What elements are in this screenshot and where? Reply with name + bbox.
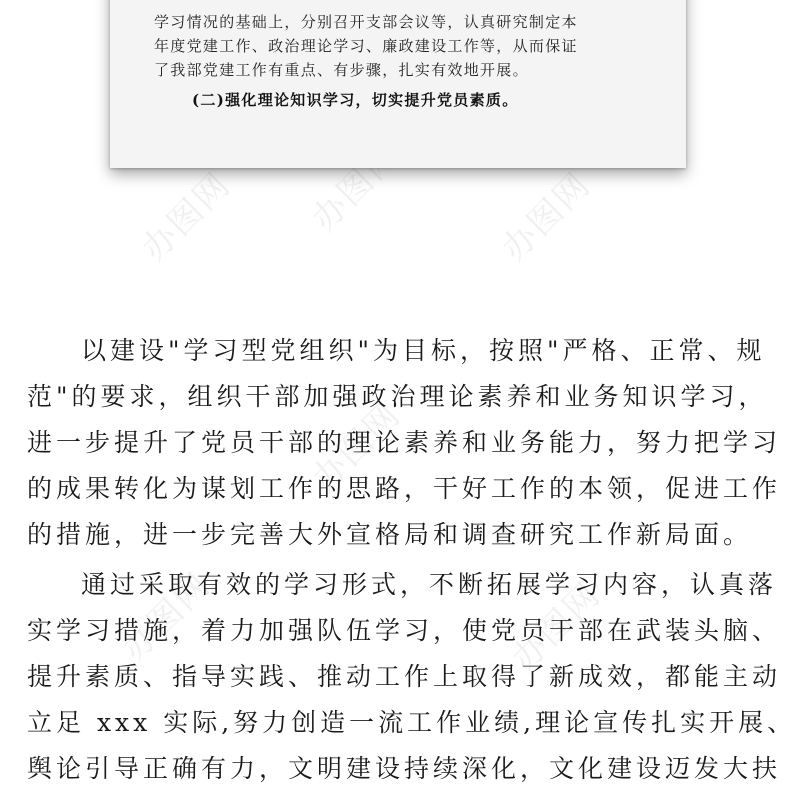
watermark: 办图网	[494, 164, 599, 270]
watermark: 办图网	[304, 394, 409, 500]
paragraph-2	[27, 562, 797, 792]
watermark: 办图网	[134, 164, 239, 270]
watermark: 办图网	[504, 574, 609, 680]
text-line: 舆论引导正确有力，文明建设持续深化，文化建设迈发大扶	[27, 754, 782, 783]
preview-text-line: 学习情况的基础上，分别召开支部会议等，认真研究制定本	[154, 13, 578, 31]
preview-section-heading: (二)强化理论知识学习，切实提升党员素质。	[192, 91, 519, 109]
watermark: 办图网	[304, 134, 409, 240]
text-line: 进一步提升了党员干部的理论素养和业务能力，努力把学习	[27, 428, 782, 457]
paragraph-1	[27, 328, 782, 558]
preview-text-line: 年度党建工作、政治理论学习、廉政建设工作等，从而保证	[154, 37, 578, 55]
text-line: 以建设"学习型党组织"为目标，按照"严格、正常、规	[81, 336, 766, 365]
document-body	[27, 328, 797, 792]
preview-text-line: 了我部党建工作有重点、有步骤，扎实有效地开展。	[154, 61, 529, 79]
preview-text-block	[154, 10, 654, 112]
text-line: 提升素质、指导实践、推动工作上取得了新成效，都能主动	[27, 662, 782, 691]
text-line: 通过采取有效的学习形式，不断拓展学习内容，认真落	[81, 570, 778, 599]
text-line: 实学习措施，着力加强队伍学习，使党员干部在武装头脑、	[27, 616, 782, 645]
text-line: 立足 xxx 实际,努力创造一流工作业绩,理论宣传扎实开展、	[27, 708, 797, 737]
text-line: 范"的要求，组织干部加强政治理论素养和业务知识学习，	[27, 382, 768, 411]
text-line: 的成果转化为谋划工作的思路，干好工作的本领，促进工作	[27, 474, 782, 503]
watermark: 办图网	[114, 564, 219, 670]
text-line: 的措施，进一步完善大外宣格局和调查研究工作新局面。	[27, 520, 753, 549]
document-preview-card	[110, 0, 686, 168]
